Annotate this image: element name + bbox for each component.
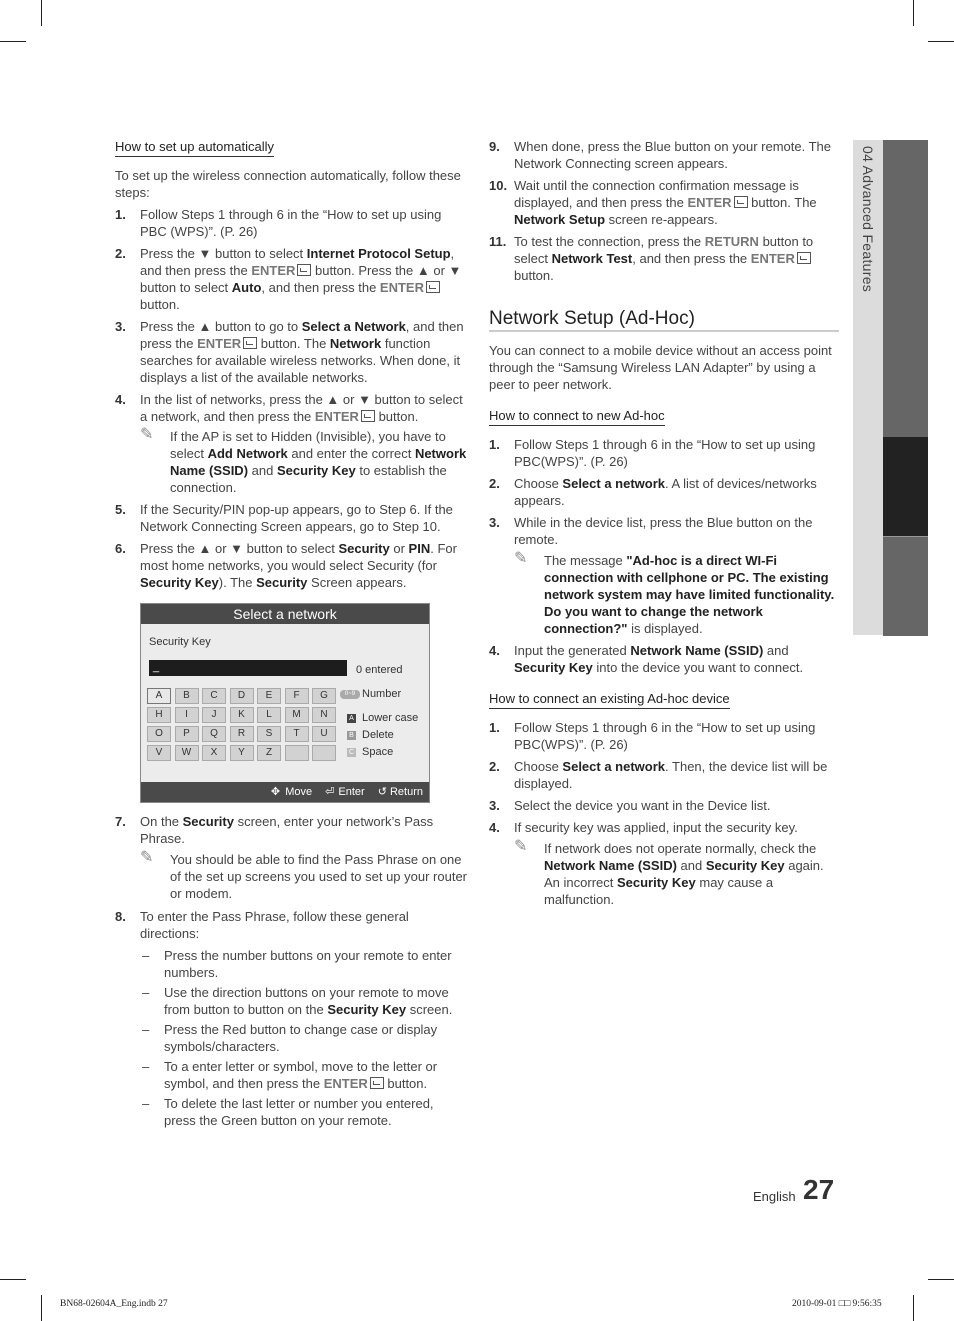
enter-icon [797, 252, 811, 264]
move-icon: ✥ [270, 786, 281, 798]
key-o[interactable]: O [147, 726, 171, 742]
option-lower-case[interactable]: A Lower case [347, 710, 418, 727]
security-key-label: Security Key [149, 636, 211, 648]
crop-mark [0, 41, 26, 42]
red-a-icon: A [347, 714, 356, 723]
step-2: 2. Press the ▼ button to select Internet Protocol Setup, and then press the ENTER button. Press the ▲ or ▼ button to select Auto, and then press the ENTER button. [115, 246, 462, 312]
chapter-title: 04 Advanced Features [860, 146, 876, 293]
security-key-input[interactable]: _ [149, 660, 347, 676]
key-a[interactable]: A [147, 688, 171, 704]
chapter-tab-3 [883, 536, 928, 636]
screen-title: Select a network [141, 604, 429, 624]
key-e[interactable]: E [257, 688, 281, 704]
section-heading-existing-adhoc: How to connect an existing Ad-hoc device [489, 690, 730, 709]
screen-nav-bar: ✥ Move ⏎ Enter ↺ Return [141, 782, 429, 802]
key-v[interactable]: V [147, 745, 171, 761]
key-n[interactable]: N [312, 707, 336, 723]
enter-icon [370, 1077, 384, 1089]
adhoc-note-4: ✎ If network does not operate normally, check the Network Name (SSID) and Security Key again. An incorrect Security Key may cause a malfunction. [514, 838, 824, 907]
key-x[interactable]: X [202, 745, 226, 761]
right-column [489, 138, 839, 908]
enter-icon [426, 281, 440, 293]
keyboard-grid [147, 688, 339, 761]
step-8: 8. To enter the Pass Phrase, follow these general directions: – Press the number buttons on your remote to enter numbers. – Use the direction buttons on your remote to move from button to button on the Security Key screen. – Press the Red button to change case or display symbols/characters. – To a enter letter or symbol, move to the letter or symbol, and then press the ENTER button. – To delete the last letter or number you entered, press the Green button on your remote. [115, 908, 467, 1129]
key-blank[interactable] [285, 745, 309, 761]
step-4: 4. In the list of networks, press the ▲ or ▼ button to select a network, and then press the ENTER button. ✎ If the AP is set to Hidden (Invisible), you have to select Add Network and enter the correct Network Name (SSID) and Security Key to establish the connection. [115, 392, 467, 495]
key-w[interactable]: W [175, 745, 199, 761]
adhoc-existing-step-2: 2. Choose Select a network. Then, the device list will be displayed. [489, 759, 828, 791]
adhoc-existing-step-1: 1. Follow Steps 1 through 6 in the “How to set up using PBC(WPS)”. (P. 26) [489, 720, 816, 752]
step-10: 10. Wait until the connection confirmation message is displayed, and then press the ENTER button. The Network Setup screen re-appears. [489, 178, 817, 227]
crop-mark [913, 0, 914, 26]
left-column [115, 138, 467, 1129]
page-number: 27 [803, 1174, 835, 1205]
step-7: 7. On the Security screen, enter your network’s Pass Phrase. ✎ You should be able to find the Pass Phrase on one of the set up screens you used to set up your router or modem. [115, 814, 468, 901]
chapter-tab-current [883, 437, 928, 536]
key-y[interactable]: Y [230, 745, 254, 761]
adhoc-existing-step-4: 4. If security key was applied, input the security key. ✎ If network does not operate normally, check the Network Name (SSID) and Security Key again. An incorrect Security Key may cause a malfunction. [489, 819, 839, 908]
security-key-screen [140, 603, 430, 803]
crop-mark [928, 1279, 954, 1280]
section-heading-auto: How to set up automatically [115, 138, 274, 157]
adhoc-new-step-4: 4. Input the generated Network Name (SSID) and Security Key into the device you want to connect. [489, 643, 804, 675]
key-i[interactable]: I [175, 707, 199, 723]
key-h[interactable]: H [147, 707, 171, 723]
step-6: 6. Press the ▲ or ▼ button to select Security or PIN. For most home networks, you would select Security (for Security Key). The Security Screen appears. [115, 541, 457, 590]
number-icon: 0~9 [340, 690, 360, 699]
adhoc-new-step-2: 2. Choose Select a network. A list of devices/networks appears. [489, 476, 817, 508]
crop-mark [913, 1295, 914, 1321]
chapter-tab-1 [883, 140, 928, 437]
crop-mark [0, 1279, 26, 1280]
step-11: 11. To test the connection, press the RETURN button to select Network Test, and then press the ENTER button. [489, 234, 814, 283]
key-b[interactable]: B [175, 688, 199, 704]
key-blank[interactable] [312, 745, 336, 761]
intro-text: To set up the wireless connection automatically, follow these steps: [115, 168, 461, 200]
note-7: ✎ You should be able to find the Pass Phrase on one of the set up screens you used to set up your router or modem. [140, 849, 468, 901]
enter-icon [297, 264, 311, 276]
print-datetime: 2010-09-01 □□ 9:56:35 [792, 1299, 882, 1309]
key-r[interactable]: R [230, 726, 254, 742]
direction-1: – Press the number buttons on your remote to enter numbers. [142, 948, 452, 980]
option-number[interactable]: 0~9 Number [347, 686, 418, 703]
step-1: 1. Follow Steps 1 through 6 in the “How to set up using PBC (WPS)”. (P. 26) [115, 207, 442, 239]
adhoc-intro: You can connect to a mobile device without an access point through the “Samsung Wireless LAN Adapter” by using a peer to peer network. [489, 343, 832, 392]
note-pencil-icon: ✎ [140, 426, 154, 443]
green-b-icon: B [347, 731, 356, 740]
direction-4: – To a enter letter or symbol, move to the letter or symbol, and then press the ENTER button. [142, 1059, 438, 1091]
note-4: ✎ If the AP is set to Hidden (Invisible), you have to select Add Network and enter the correct Network Name (SSID) and Security Key to establish the connection. [140, 426, 467, 495]
adhoc-new-step-1: 1. Follow Steps 1 through 6 in the “How to set up using PBC(WPS)”. (P. 26) [489, 437, 816, 469]
key-u[interactable]: U [312, 726, 336, 742]
footer-language: English [753, 1189, 796, 1204]
adhoc-note-3: ✎ The message "Ad-hoc is a direct WI-Fi connection with cellphone or PC. The existing network system may have limited functionality. Do you want to change the network connection?" is displayed. [514, 550, 835, 636]
key-q[interactable]: Q [202, 726, 226, 742]
key-c[interactable]: C [202, 688, 226, 704]
enter-nav-icon: ⏎ [325, 786, 335, 798]
enter-icon [361, 410, 375, 422]
yellow-c-icon: C [348, 749, 355, 756]
section-heading-new-adhoc: How to connect to new Ad-hoc [489, 407, 665, 426]
enter-icon [243, 337, 257, 349]
key-l[interactable]: L [257, 707, 281, 723]
step-5: 5. If the Security/PIN pop-up appears, go to Step 6. If the Network Connecting Screen appears, go to Step 10. [115, 502, 453, 534]
option-delete[interactable]: B Delete [347, 727, 418, 744]
key-z[interactable]: Z [257, 745, 281, 761]
crop-mark [928, 41, 954, 42]
adhoc-existing-step-3: 3. Select the device you want in the Device list. [489, 798, 771, 813]
key-f[interactable]: F [285, 688, 309, 704]
crop-mark [41, 0, 42, 26]
step-9: 9. When done, press the Blue button on your remote. The Network Connecting screen appears. [489, 139, 832, 171]
return-icon: ↺ [377, 786, 387, 798]
adhoc-new-step-3: 3. While in the device list, press the Blue button on the remote. ✎ The message "Ad-hoc is a direct WI-Fi connection with cellphone or PC. The existing network system may have limited functionality. Do you want to change the network connection?" is displayed. [489, 514, 839, 637]
key-p[interactable]: P [175, 726, 199, 742]
key-m[interactable]: M [285, 707, 309, 723]
keyboard-options [344, 686, 419, 761]
key-j[interactable]: J [202, 707, 226, 723]
note-pencil-icon: ✎ [140, 849, 154, 866]
entered-count: 0 entered [356, 664, 403, 676]
heading-network-setup-adhoc: Network Setup (Ad-Hoc) [489, 310, 839, 332]
key-d[interactable]: D [230, 688, 254, 704]
step-3: 3. Press the ▲ button to go to Select a Network, and then press the ENTER button. The Network function searches for available wireless networks. When done, it displays a list of the available networks. [115, 319, 464, 385]
crop-mark [41, 1295, 42, 1321]
note-pencil-icon: ✎ [514, 838, 528, 855]
key-s[interactable]: S [257, 726, 281, 742]
direction-5: – To delete the last letter or number you entered, press the Green button on your remote. [142, 1096, 434, 1128]
note-pencil-icon: ✎ [514, 550, 528, 567]
key-t[interactable]: T [285, 726, 309, 742]
key-g[interactable]: G [312, 688, 336, 704]
direction-3: – Press the Red button to change case or display symbols/characters. [142, 1022, 438, 1054]
key-k[interactable]: K [230, 707, 254, 723]
direction-2: – Use the direction buttons on your remote to move from button to button on the Security Key screen. [142, 985, 453, 1017]
print-file-info: BN68-02604A_Eng.indb 27 [60, 1299, 168, 1309]
enter-icon [734, 196, 748, 208]
option-space[interactable]: C Space [348, 746, 394, 758]
